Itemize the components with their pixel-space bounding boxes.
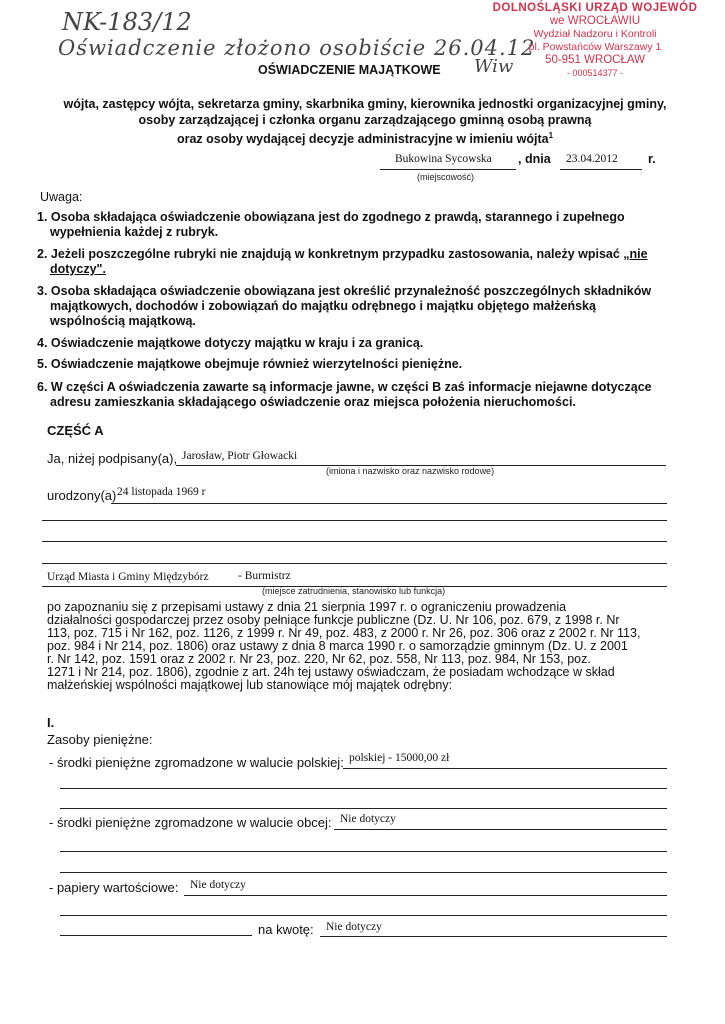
part-a-heading: CZĘŚĆ A [47,423,104,438]
notes-heading: Uwaga: [40,190,83,204]
stamp-line-2: we WROCŁAWIU [549,15,641,27]
born-value: 24 listopada 1969 r [117,486,206,498]
section-1-roman: I. [47,715,55,730]
note-6-line-1: 6. W części A oświadczenia zawarte są informacje jawne, w części B zaś informacje niejawne dotyczące [37,380,652,394]
statute-line-4: poz. 984 i Nr 214, poz. 1806) oraz ustawy z dnia 8 marca 1990 r. o samorządzie gminnym (Dz. U. z 2001 [47,639,628,653]
employer-value: Urząd Miasta i Gminy Międzybórz [47,571,209,583]
date-label: , dnia [518,152,551,166]
amount-value: Nie dotyczy [326,921,382,933]
footnote-mark: 1 [548,131,554,140]
statute-line-5: r. Nr 142, poz. 1591 oraz z 2002 r. Nr 23, poz. 220, Nr 62, poz. 558, Nr 113, poz. 984, Nr 153, poz. [47,652,591,666]
note-2-line-1: 2. Jeżeli poszczególne rubryki nie znajdują w konkretnym przypadku zastosowania, należy wpisać [37,247,624,261]
subtitle-line-1: wójta, zastępcy wójta, sekretarza gminy, skarbnika gminy, kierownika jednostki organizacyjnej gminy, [63,97,667,111]
declaration-subtitle [20,96,710,147]
foreign-label: - środki pieniężne zgromadzone w walucie obcej: [49,815,332,830]
position-value: - Burmistrz [238,570,291,582]
subtitle-line-2: osoby zarządzającej i członka organu zarządzającego gminną osobą prawną [138,113,592,127]
subtitle-line-3-wrap [20,128,710,147]
born-label: urodzony(a) [47,488,117,503]
date-suffix: r. [648,152,656,166]
note-1-line-2: wypełnienia każdej z rubryk. [50,225,219,239]
stamp-line-4: pl. Powstańców Warszawy 1 [528,41,662,53]
handwritten-filing-note: Oświadczenie złożono osobiście 26.04.12 [58,36,536,60]
amount-label: na kwotę: [258,922,314,937]
stamp-line-3: Wydział Nadzoru i Kontroli [533,28,657,40]
signed-caption: (imiona i nazwisko oraz nazwisko rodowe) [326,466,495,476]
note-1-line-1: 1. Osoba składająca oświadczenie obowiązana jest do zgodnego z prawdą, starannego i zupełnego [37,210,625,224]
signed-label: Ja, niżej podpisany(a), [47,451,178,466]
note-2-quote-start: „nie [623,247,648,261]
place-value: Bukowina Sycowska [395,153,492,165]
receipt-stamp [470,2,720,79]
statute-line-6: 1271 i Nr 214, poz. 1806), zgodnie z art. 24h tej ustawy oświadczam, że posiadam wchodzące w skład [47,665,615,679]
note-6-line-2: adresu zamieszkania składającego oświadczenie oraz miejsca położenia nieruchomości. [50,395,576,409]
note-3-line-2: majątkowych, dochodów i zobowiązań do majątku odrębnego i majątku objętego małżeńską [50,299,596,313]
note-2 [37,247,717,277]
subtitle-line-3: oraz osoby wydającej decyzje administracyjne w imieniu wójta [176,132,549,147]
handwritten-ref-number: NK-183/12 [62,8,192,36]
note-2-line-2: dotyczy". [50,262,106,276]
note-3-line-3: wspólnością majątkową. [50,314,196,328]
pln-value: polskiej - 15000,00 zł [349,752,450,764]
page-title: OŚWIADCZENIE MAJĄTKOWE [258,63,441,77]
section-1-heading: Zasoby pieniężne: [47,732,153,747]
statute-paragraph [47,601,662,692]
note-3-line-1: 3. Osoba składająca oświadczenie obowiązana jest określić przynależność poszczególnych składników [37,284,652,298]
note-6 [37,380,717,410]
place-caption: (miejscowość) [417,172,475,182]
securities-value: Nie dotyczy [190,879,246,891]
stamp-line-5: 50-951 WROCŁAW [545,54,645,66]
signed-value: Jarosław, Piotr Głowacki [182,450,298,462]
statute-line-2: działalności gospodarczej przez osoby pełniące funkcje publiczne (Dz. U. Nr 106, poz. 679, z 1998 r. Nr [47,613,620,627]
date-value: 23.04.2012 [566,153,618,165]
pln-label: - środki pieniężne zgromadzone w walucie polskiej: [49,755,344,770]
note-4: 4. Oświadczenie majątkowe dotyczy majątku w kraju i za granicą. [37,336,424,350]
employer-caption: (miejsce zatrudnienia, stanowisko lub funkcja) [262,586,446,596]
stamp-line-1: DOLNOŚLĄSKI URZĄD WOJEWÓD [492,2,698,14]
foreign-value: Nie dotyczy [340,813,396,825]
handwritten-signature: Wiw [474,56,514,77]
note-5: 5. Oświadczenie majątkowe obejmuje również wierzytelności pieniężne. [37,357,463,371]
statute-line-1: po zapoznaniu się z przepisami ustawy z dnia 21 sierpnia 1997 r. o ograniczeniu prowadzenia [47,600,567,614]
securities-label: - papiery wartościowe: [49,880,179,895]
statute-line-7: małżeńskiej wspólności majątkowej lub stanowiące mój majątek odrębny: [47,678,453,692]
note-3 [37,284,717,329]
stamp-line-6: - 000514377 - [566,68,624,78]
note-1 [37,210,717,240]
statute-line-3: 113, poz. 715 i Nr 162, poz. 1126, z 1999 r. Nr 49, poz. 483, z 2000 r. Nr 26, poz. 306 oraz z 2002 r. Nr 113, [47,626,641,640]
